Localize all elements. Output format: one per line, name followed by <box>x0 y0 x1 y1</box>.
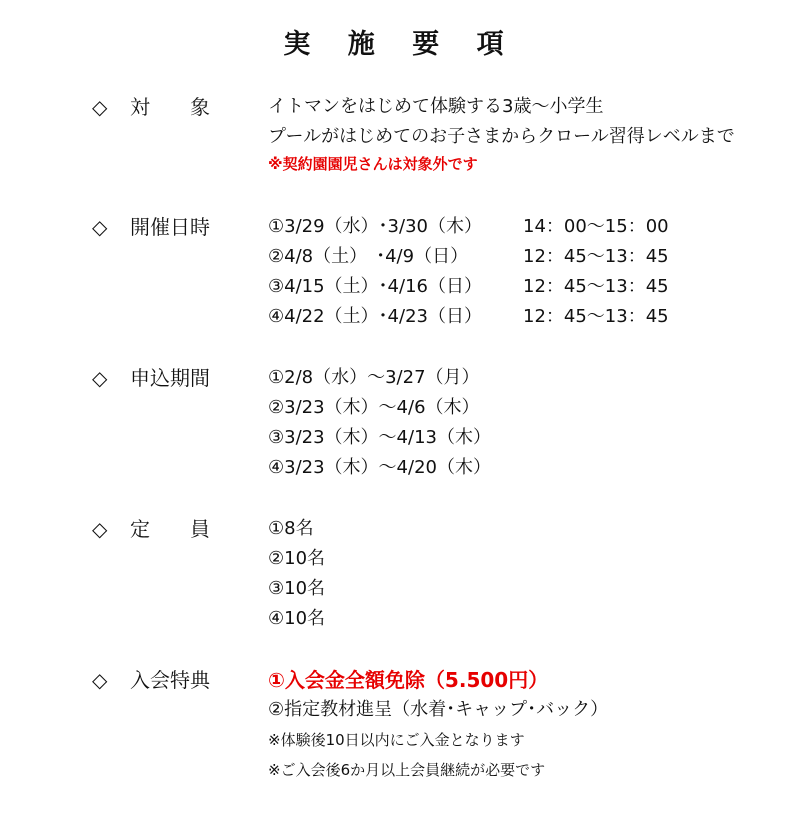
benefit-highlight: ①入会金全額免除（5.500円） <box>268 668 549 692</box>
section-content-application <box>268 363 768 483</box>
schedule-time: 12：45～13：45 <box>523 276 669 297</box>
section-label-application: ◇ 申込期間 <box>92 363 242 393</box>
schedule-dates: ②4/8（土） ･4/9（日） <box>268 246 469 267</box>
diamond-icon: ◇ <box>92 95 108 119</box>
section-content-dates <box>268 212 768 332</box>
section-label-dates: ◇ 開催日時 <box>92 212 242 242</box>
page-title: 実 施 要 項 <box>283 29 518 60</box>
target-exclusion-note: ※契約園園児さんは対象外です <box>268 155 478 173</box>
diamond-icon: ◇ <box>92 517 108 541</box>
capacity-value: ①8名 <box>268 518 314 539</box>
target-line: イトマンをはじめて体験する3歳～小学生 <box>268 96 604 117</box>
schedule-row <box>268 242 768 272</box>
schedule-dates: ①3/29（水）･3/30（木） <box>268 216 482 237</box>
schedule-dates: ③4/15（土）･4/16（日） <box>268 276 482 297</box>
target-line: プールがはじめてのお子さまからクロール習得レベルまで <box>268 126 735 147</box>
section-content-capacity <box>268 514 768 634</box>
capacity-value: ③10名 <box>268 578 326 599</box>
diamond-icon: ◇ <box>92 668 108 692</box>
capacity-value: ②10名 <box>268 548 326 569</box>
section-label-target: ◇ 対 象 <box>92 92 242 122</box>
application-period: ③3/23（木）～4/13（木） <box>268 427 491 448</box>
diamond-icon: ◇ <box>92 366 108 390</box>
application-period: ④3/23（木）～4/20（木） <box>268 457 491 478</box>
schedule-row <box>268 212 768 242</box>
section-label-benefits: ◇ 入会特典 <box>92 665 242 695</box>
capacity-value: ④10名 <box>268 608 326 629</box>
section-content-benefits <box>268 665 768 785</box>
benefit-item: ②指定教材進呈（水着･キャップ･バック） <box>268 699 609 720</box>
section-content-target <box>268 92 768 176</box>
schedule-time: 12：45～13：45 <box>523 246 669 267</box>
benefit-note: ※体験後10日以内にご入金となります <box>268 731 525 749</box>
schedule-row <box>268 302 768 332</box>
schedule-time: 12：45～13：45 <box>523 306 669 327</box>
application-period: ②3/23（木）～4/6（木） <box>268 397 480 418</box>
diamond-icon: ◇ <box>92 215 108 239</box>
schedule-row <box>268 272 768 302</box>
section-label-capacity: ◇ 定 員 <box>92 514 242 544</box>
schedule-dates: ④4/22（土）･4/23（日） <box>268 306 482 327</box>
application-period: ①2/8（水）～3/27（月） <box>268 367 480 388</box>
benefit-note: ※ご入会後6か月以上会員継続が必要です <box>268 761 546 779</box>
schedule-time: 14：00～15：00 <box>523 216 669 237</box>
